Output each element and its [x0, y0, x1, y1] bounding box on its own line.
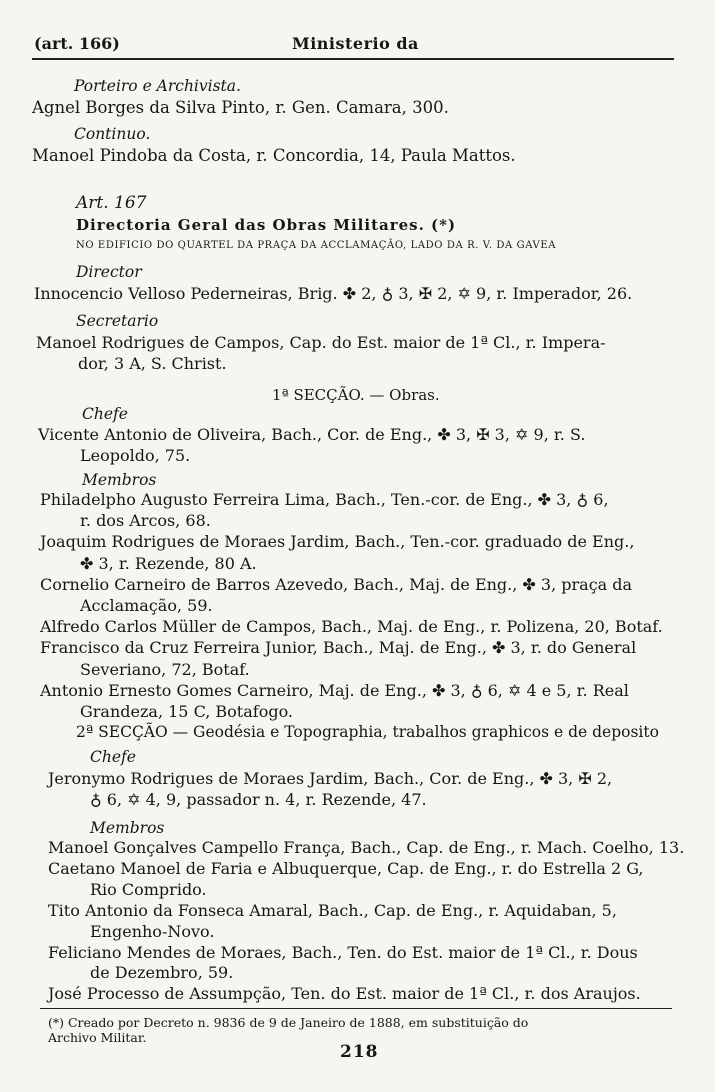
director-heading: Director — [76, 263, 142, 281]
header-article-ref: (art. 166) — [34, 34, 120, 53]
secretario-line-1: Manoel Rodrigues de Campos, Cap. do Est. maior de 1ª Cl., r. Impera- — [36, 333, 606, 352]
member-entry: Alfredo Carlos Müller de Campos, Bach., Maj. de Eng., r. Polizena, 20, Botaf. — [40, 617, 663, 637]
continuo-heading: Continuo. — [74, 125, 151, 143]
continuo-entry: Manoel Pindoba da Costa, r. Concordia, 14, Paula Mattos. — [32, 146, 516, 165]
section-1-chefe-heading: Chefe — [82, 405, 128, 423]
section-2-heading: 2ª SECÇÃO — Geodésia e Topographia, trabalhos graphicos e de deposito — [76, 723, 659, 741]
member-entry: Manoel Gonçalves Campello França, Bach., Cap. de Eng., r. Mach. Coelho, 13. — [48, 838, 685, 857]
article-number: Art. 167 — [76, 193, 147, 213]
footnote-rule — [40, 1008, 672, 1009]
member-entry: Feliciano Mendes de Moraes, Bach., Ten. do Est. maior de 1ª Cl., r. Dous — [48, 942, 638, 962]
section-1-chefe-line-1: Vicente Antonio de Oliveira, Bach., Cor. de Eng., ✤ 3, ✠ 3, ✡ 9, r. S. — [38, 425, 586, 444]
section-1-chefe-line-2: Leopoldo, 75. — [80, 446, 191, 465]
member-entry: José Processo de Assumpção, Ten. do Est. maior de 1ª Cl., r. dos Araujos. — [48, 984, 641, 1004]
section-2-membros-heading: Membros — [90, 819, 165, 837]
secretario-heading: Secretario — [76, 312, 159, 330]
member-entry: Philadelpho Augusto Ferreira Lima, Bach., Ten.-cor. de Eng., ✤ 3, ♁ 6, — [40, 490, 609, 509]
member-entry-continuation: Grandeza, 15 C, Botafogo. — [80, 702, 294, 721]
header-title: Ministerio da — [292, 34, 419, 53]
article-title: Directoria Geral das Obras Militares. (*) — [76, 216, 457, 234]
porteiro-entry: Agnel Borges da Silva Pinto, r. Gen. Camara, 300. — [32, 98, 449, 117]
secretario-line-2: dor, 3 A, S. Christ. — [78, 354, 227, 373]
member-entry-continuation: Acclamação, 59. — [80, 596, 213, 615]
section-2-chefe-line-1: Jeronymo Rodrigues de Moraes Jardim, Bach., Cor. de Eng., ✤ 3, ✠ 2, — [48, 769, 613, 788]
page-number: 218 — [340, 1042, 379, 1062]
member-entry-continuation: ✤ 3, r. Rezende, 80 A. — [80, 553, 257, 573]
section-2-chefe-heading: Chefe — [90, 748, 136, 766]
member-entry: Caetano Manoel de Faria e Albuquerque, Cap. de Eng., r. do Estrella 2 G, — [48, 858, 644, 878]
member-entry-continuation: Engenho-Novo. — [90, 921, 215, 941]
member-entry: Joaquim Rodrigues de Moraes Jardim, Bach., Ten.-cor. graduado de Eng., — [40, 532, 635, 552]
member-entry: Tito Antonio da Fonseca Amaral, Bach., Cap. de Eng., r. Aquidaban, 5, — [48, 900, 617, 920]
member-entry-continuation: de Dezembro, 59. — [90, 963, 234, 983]
section-1-membros-heading: Membros — [82, 471, 157, 489]
member-entry: Cornelio Carneiro de Barros Azevedo, Bach., Maj. de Eng., ✤ 3, praça da — [40, 574, 633, 594]
member-entry: Antonio Ernesto Gomes Carneiro, Maj. de Eng., ✤ 3, ♁ 6, ✡ 4 e 5, r. Real — [40, 680, 629, 700]
section-1-heading: 1ª SECÇÃO. — Obras. — [272, 386, 440, 404]
header-rule — [32, 58, 674, 60]
member-entry: Francisco da Cruz Ferreira Junior, Bach., Maj. de Eng., ✤ 3, r. do General — [40, 638, 637, 658]
porteiro-heading: Porteiro e Archivista. — [74, 77, 241, 95]
footnote-line-1: (*) Creado por Decreto n. 9836 de 9 de Janeiro de 1888, em substituição do — [48, 1015, 529, 1030]
member-entry-continuation: Rio Comprido. — [90, 879, 207, 899]
footnote-line-2: Archivo Militar. — [48, 1030, 147, 1045]
director-entry: Innocencio Velloso Pederneiras, Brig. ✤ 2, ♁ 3, ✠ 2, ✡ 9, r. Imperador, 26. — [34, 284, 633, 303]
section-2-chefe-line-2: ♁ 6, ✡ 4, 9, passador n. 4, r. Rezende, 47. — [90, 790, 427, 809]
article-location: NO EDIFICIO DO QUARTEL DA PRAÇA DA ACCLAMAÇÃO, LADO DA R. V. DA GAVEA — [76, 240, 557, 251]
member-entry-continuation: Severiano, 72, Botaf. — [80, 659, 250, 679]
member-entry-continuation: r. dos Arcos, 68. — [80, 511, 211, 531]
